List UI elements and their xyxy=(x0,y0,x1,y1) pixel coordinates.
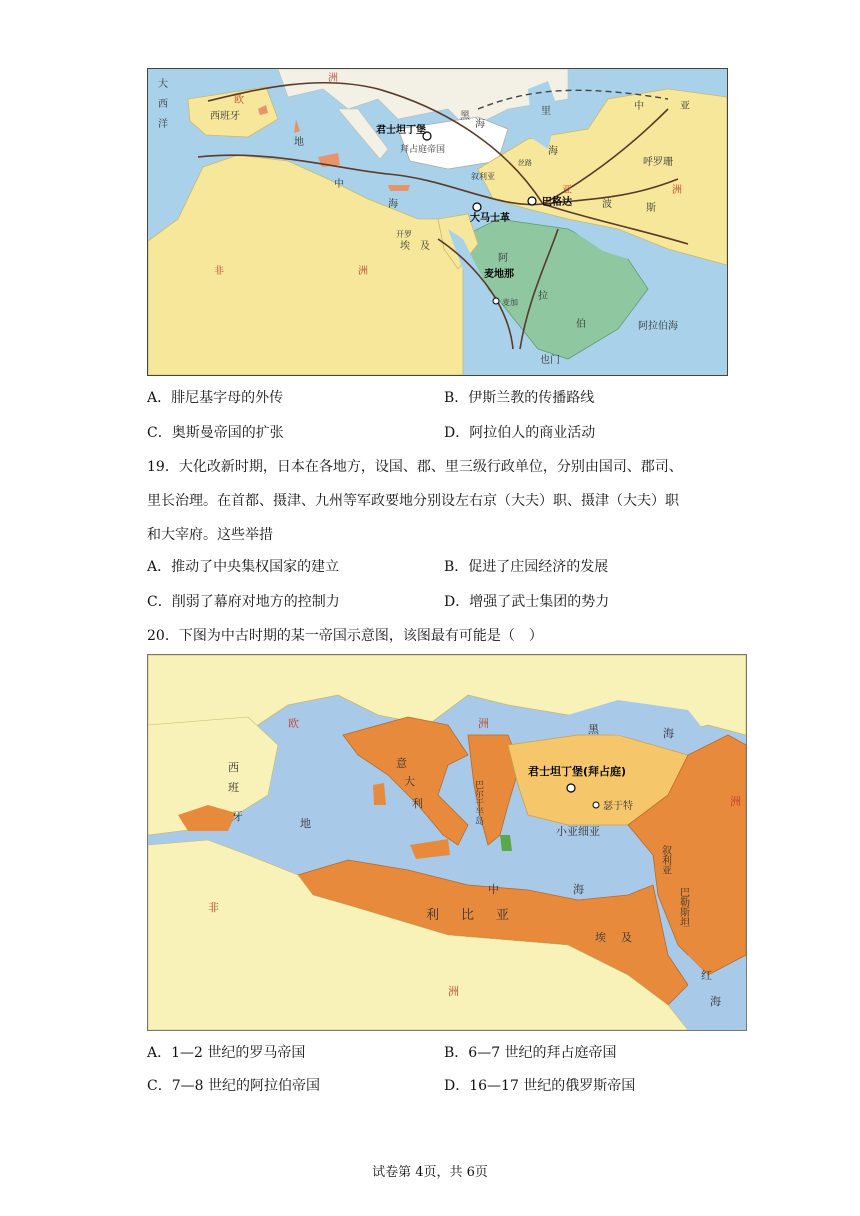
map1-label-damascus: 大马士革 xyxy=(470,213,510,224)
map2-label-medit-hai: 海 xyxy=(573,883,584,896)
map-empire xyxy=(147,654,747,1031)
map2-label-egypt-ji: 及 xyxy=(621,931,632,944)
map1-label-asia-ya: 亚 xyxy=(562,185,572,196)
map1-label-egypt-ji: 及 xyxy=(420,241,430,252)
map1-label-xi: 西 xyxy=(158,99,168,110)
map1-label-arabian-sea: 阿拉伯海 xyxy=(638,321,678,332)
map2-label-spain-2: 班 xyxy=(228,781,239,794)
q18-option-b[interactable]: B．伊斯兰教的传播路线 xyxy=(444,390,595,406)
map1-label-medit-di: 地 xyxy=(294,137,304,148)
map1-label-black-2: 海 xyxy=(475,119,485,130)
map2-label-zhou-top: 洲 xyxy=(478,717,489,730)
q20-option-a[interactable]: A．1—2 世纪的罗马帝国 xyxy=(147,1045,306,1061)
map1-label-fustat: 开罗 xyxy=(396,230,412,239)
map2-label-spain-3: 牙 xyxy=(232,810,243,823)
map1-label-spain: 西班牙 xyxy=(210,111,240,122)
q20-option-d[interactable]: D．16—17 世纪的俄罗斯帝国 xyxy=(444,1078,636,1094)
map1-label-constantinople: 君士坦丁堡 xyxy=(376,125,426,136)
map1-label-africa-fei: 非 xyxy=(214,266,224,277)
map2-label-asia-minor: 小亚细亚 xyxy=(556,825,600,838)
map1-label-zhou-top: 洲 xyxy=(328,73,338,84)
map2-label-medit-zhong: 中 xyxy=(488,883,499,896)
map1-label-ca-1: 中 xyxy=(634,101,644,112)
map1-label-mecca: 麦加 xyxy=(502,298,518,307)
map1-label-persia-2: 斯 xyxy=(646,203,656,214)
map1-label-yemen: 也门 xyxy=(540,355,560,366)
map2-label-ou: 欧 xyxy=(288,717,299,730)
map1-label-caspian-1: 里 xyxy=(541,106,551,117)
map2-label-black-1: 黑 xyxy=(588,723,599,736)
map2-label-thessaloniki: 瑟于特 xyxy=(603,801,633,812)
map1-label-arabia-a: 阿 xyxy=(498,253,508,264)
map1-label-ou: 欧 xyxy=(234,95,244,106)
map1-label-baghdad: 巴格达 xyxy=(542,197,572,208)
map1-label-arabia-bo: 伯 xyxy=(576,319,586,330)
map2-label-black-2: 海 xyxy=(663,727,674,740)
map1-label-byzantine: 拜占庭帝国 xyxy=(400,145,446,155)
map1-label-caspian-2: 海 xyxy=(548,146,558,157)
map2-label-syria: 叙利亚 xyxy=(659,845,671,875)
map1-label-syria: 叙利亚 xyxy=(471,172,495,181)
map1-label-medit-zhong: 中 xyxy=(334,179,344,190)
q19-stem-line1: 19．大化改新时期，日本在各地方，设国、郡、里三级行政单位，分别由国司、郡司、 xyxy=(147,459,683,475)
map2-label-libya: 利比亚 xyxy=(426,908,532,923)
q20-option-b[interactable]: B．6—7 世纪的拜占庭帝国 xyxy=(444,1045,617,1061)
map2-label-italy-3: 利 xyxy=(412,797,423,810)
q19-stem-line3: 和大宰府。这些举措 xyxy=(147,527,273,543)
q20-option-c[interactable]: C．7—8 世纪的阿拉伯帝国 xyxy=(147,1078,320,1094)
map1-label-arabia-la: 拉 xyxy=(538,291,548,302)
map1-label-da: 大 xyxy=(158,79,168,90)
map2-label-africa-zhou: 洲 xyxy=(448,985,459,998)
map2-label-medit-di: 地 xyxy=(300,817,311,830)
q19-option-b[interactable]: B．促进了庄园经济的发展 xyxy=(444,559,609,575)
map2-label-balkan: 巴尔干半岛 xyxy=(473,780,483,825)
map1-label-khorasan: 呼罗珊 xyxy=(643,157,673,168)
map2-label-africa-fei: 非 xyxy=(208,901,219,914)
map1-label-ca-2: 亚 xyxy=(680,101,690,112)
map2-label-red-2: 海 xyxy=(710,995,721,1008)
map2-label-italy-1: 意 xyxy=(396,757,407,770)
map2-label-constantinople: 君士坦丁堡(拜占庭) xyxy=(528,765,627,778)
map2-label-asia-zhou: 洲 xyxy=(730,795,741,808)
q19-option-d[interactable]: D．增强了武士集团的势力 xyxy=(444,594,610,610)
page-footer: 试卷第 4页，共 6页 xyxy=(372,1165,488,1180)
map2-label-spain-1: 西 xyxy=(228,761,239,774)
map1-label-medina: 麦地那 xyxy=(484,269,514,280)
map1-label-black-1: 黑 xyxy=(460,111,470,122)
map1-label-asia-zhou: 洲 xyxy=(672,185,682,196)
q18-option-c[interactable]: C．奥斯曼帝国的扩张 xyxy=(147,425,284,441)
map-arab-expansion xyxy=(147,68,728,376)
map2-label-egypt-ai: 埃 xyxy=(595,931,606,944)
map1-label-medit-hai: 海 xyxy=(388,199,398,210)
map1-label-yang: 洋 xyxy=(158,119,168,130)
map1-label-africa-zhou: 洲 xyxy=(358,266,368,277)
map1-label-egypt-ai: 埃 xyxy=(400,241,410,252)
map2-label-red-1: 红 xyxy=(701,969,712,982)
q19-option-c[interactable]: C．削弱了幕府对地方的控制力 xyxy=(147,594,340,610)
map2-label-palestine: 巴勒斯坦 xyxy=(677,887,689,927)
map1-label-persia-1: 波 xyxy=(602,199,612,210)
q20-stem: 20．下图为中古时期的某一帝国示意图，该图最有可能是（ ） xyxy=(147,628,543,644)
q19-stem-line2: 里长治理。在首都、摄津、九州等军政要地分别设左右京（大夫）职、摄津（大夫）职 xyxy=(147,493,679,509)
map1-label-silk-road: 丝路 xyxy=(518,159,532,167)
q18-option-d[interactable]: D．阿拉伯人的商业活动 xyxy=(444,425,596,441)
q18-option-a[interactable]: A．腓尼基字母的外传 xyxy=(147,390,284,406)
map2-label-italy-2: 大 xyxy=(404,775,415,788)
q19-option-a[interactable]: A．推动了中央集权国家的建立 xyxy=(147,559,340,575)
